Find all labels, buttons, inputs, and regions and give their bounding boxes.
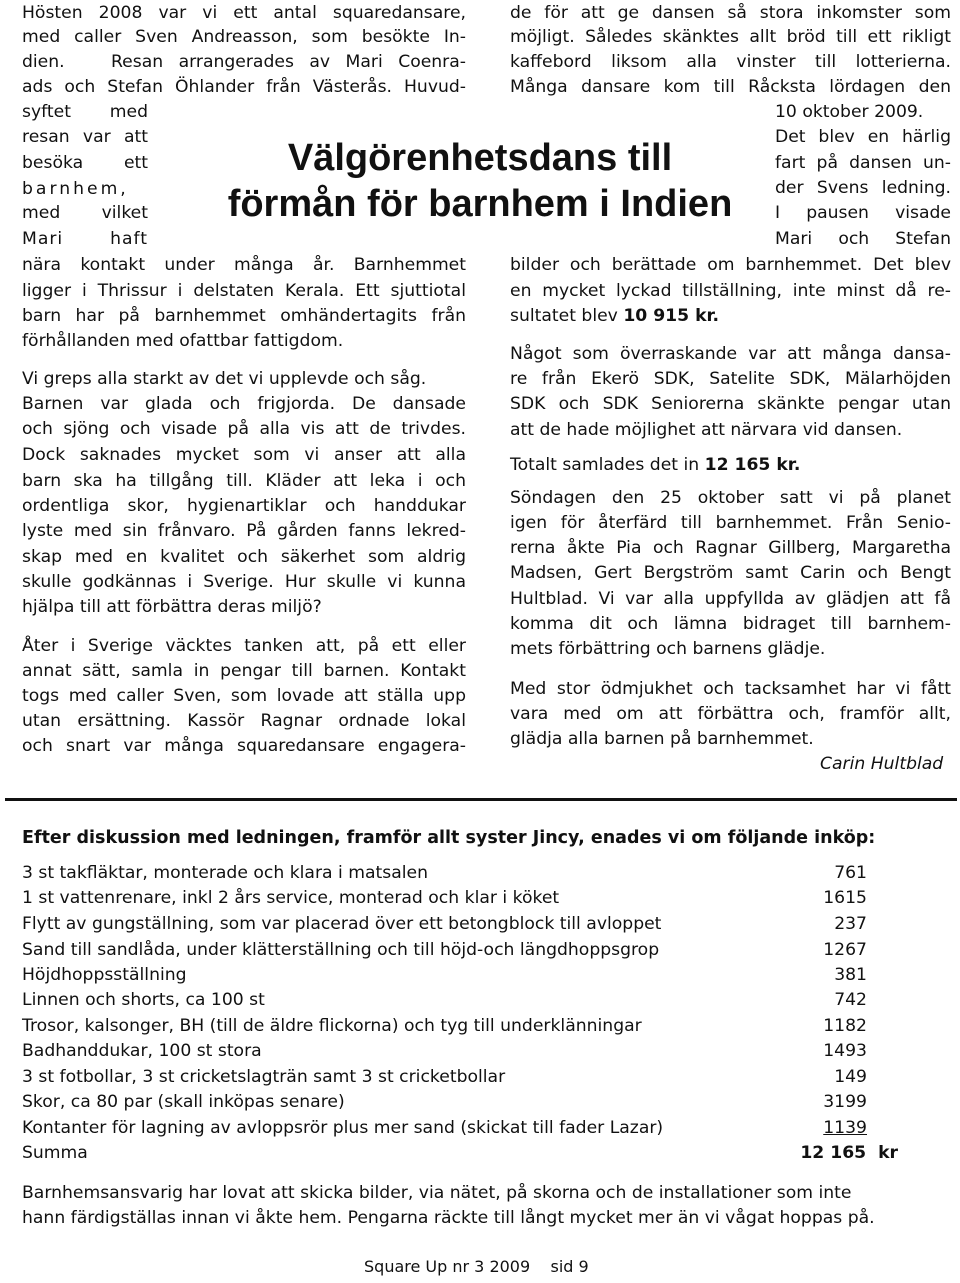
right-col-line: kaffebord liksom alla vinster till lotterierna. [510, 52, 951, 72]
left-col-line: annat sätt, samla in pengar till barnen. Kontakt [22, 661, 466, 681]
right-col-line [510, 304, 719, 328]
right-col-line: Det blev en härlig [775, 127, 951, 147]
purchase-desc: 1 st vattenrenare, inkl 2 års service, monterad och klar i köket [22, 888, 560, 908]
purchase-amount: 381 [834, 965, 867, 985]
purchase-desc: Linnen och shorts, ca 100 st [22, 990, 265, 1010]
left-col-line: syftet med [22, 102, 148, 122]
total-amount: 12 165 kr. [704, 455, 801, 475]
sum-amount: 12 165 kr [800, 1143, 898, 1163]
purchase-amount: 761 [834, 863, 867, 883]
right-col-line: Mari och Stefan [775, 229, 951, 249]
right-col-line: SDK och SDK Seniorerna skänkte pengar utan [510, 394, 951, 414]
closing-line: Barnhemsansvarig har lovat att skicka bilder, via nätet, på skorna och de installationer som inte [22, 1183, 852, 1203]
purchase-row [22, 1039, 867, 1064]
purchase-amount: 1615 [823, 888, 867, 908]
left-col-line: ligger i Thrissur i delstaten Kerala. Ett sjuttiotal [22, 281, 466, 301]
right-col-line: Hultblad. Vi var alla uppfyllda av glädjen att få [510, 589, 951, 609]
left-col-line: Vi greps alla starkt av det vi upplevde och såg. [22, 369, 427, 389]
left-col-line: togs med caller Sven, som lovade att ställa upp [22, 686, 466, 706]
purchase-amount: 1267 [823, 940, 867, 960]
purchase-row [22, 1014, 867, 1039]
right-col-line: rerna åkte Pia och Ragnar Gillberg, Margaretha [510, 538, 951, 558]
left-col-line: och snart var många squaredansare engagera- [22, 736, 466, 756]
sum-label: Summa [22, 1143, 88, 1163]
left-col-line: hjälpa till att förbättra deras miljö? [22, 597, 322, 617]
right-col-line: mets förbättring och barnens glädje. [510, 639, 826, 659]
article-title-line-2: förmån för barnhem i Indien [227, 183, 733, 225]
purchase-amount: 742 [834, 990, 867, 1010]
right-col-line: igen för återfärd till barnhemmet. Från Senio- [510, 513, 951, 533]
right-col-line: möjligt. Således skänktes allt bröd till ett rikligt [510, 27, 951, 47]
right-col-line: att de hade möjlighet att närvara vid dansen. [510, 420, 903, 440]
left-col-line: skulle godkännas i Sverige. Hur skulle vi kunna [22, 572, 466, 592]
purchase-row [22, 988, 867, 1013]
right-col-line: fart på dansen un- [775, 153, 951, 173]
purchase-desc: 3 st fotbollar, 3 st cricketslagträn samt 3 st cricketbollar [22, 1067, 506, 1087]
purchase-amount: 1139 [823, 1118, 867, 1138]
right-col-line: Många dansare kom till Råcksta lördagen den [510, 77, 951, 97]
right-col-line [510, 453, 800, 477]
left-col-line: nära kontakt under många år. Barnhemmet [22, 255, 466, 275]
right-col-line: I pausen visade [775, 203, 951, 223]
purchase-desc: Badhanddukar, 100 st stora [22, 1041, 262, 1061]
result-amount: 10 915 kr. [623, 306, 720, 326]
left-col-line: och sjöng och visade på alla vis att de trivdes. [22, 419, 466, 439]
right-col-line: bilder och berättade om barnhemmet. Det blev [510, 255, 951, 275]
right-col-line: re från Ekerö SDK, Satelite SDK, Mälarhöjden [510, 369, 951, 389]
left-col-line: förhållanden med ofattbar fattigdom. [22, 331, 344, 351]
left-col-line: med caller Sven Andreasson, som besökte In- [22, 27, 466, 47]
left-col-line: ads och Stefan Öhlander från Västerås. Huvud- [22, 77, 466, 97]
right-col-line: 10 oktober 2009. [775, 102, 924, 122]
left-col-line: dien. Resan arrangerades av Mari Coenra- [22, 52, 466, 72]
right-col-line: komma dit och lämna bidraget till barnhem- [510, 614, 951, 634]
purchase-amount: 1182 [823, 1016, 867, 1036]
purchase-desc: Sand till sandlåda, under klätterställning och till höjd-och längdhoppsgrop [22, 940, 660, 960]
purchase-row [22, 1090, 867, 1115]
left-col-line: barnhem, [22, 179, 129, 199]
purchase-amount: 149 [834, 1067, 867, 1087]
purchase-desc: Kontanter för lagning av avloppsrör plus mer sand (skickat till fader Lazar) [22, 1118, 664, 1138]
right-col-line: Med stor ödmjukhet och tacksamhet har vi fått [510, 679, 951, 699]
purchase-desc: Trosor, kalsonger, BH (till de äldre flickorna) och tyg till underklänningar [22, 1016, 642, 1036]
page-footer: Square Up nr 3 2009 sid 9 [364, 1257, 589, 1276]
right-col-line: de för att ge dansen så stora inkomster som [510, 3, 951, 23]
purchase-amount: 237 [834, 914, 867, 934]
left-col-line: med vilket [22, 203, 148, 223]
right-col-line: der Svens ledning. [775, 178, 951, 198]
purchase-desc: 3 st takfläktar, monterade och klara i matsalen [22, 863, 428, 883]
left-col-line: skap med en kvalitet och säkerhet som aldrig [22, 547, 466, 567]
left-col-line: ordentliga skor, hygienartiklar och handdukar [22, 496, 466, 516]
purchase-row [22, 963, 867, 988]
author-signature: Carin Hultblad [820, 754, 944, 774]
purchase-row [22, 1065, 867, 1090]
right-col-line: glädja alla barnen på barnhemmet. [510, 729, 814, 749]
left-col-line: Mari haft [22, 229, 148, 249]
result-label: sultatet blev [510, 306, 624, 326]
total-label: Totalt samlades det in [510, 455, 705, 475]
purchase-row [22, 1116, 867, 1141]
closing-line: hann färdigställas innan vi åkte hem. Pengarna räckte till långt mycket mer än vi vågat hoppas på. [22, 1208, 875, 1228]
left-col-line: utan ersättning. Kassör Ragnar ordnade lokal [22, 711, 466, 731]
purchase-desc: Flytt av gungställning, som var placerad över ett betongblock till avloppet [22, 914, 662, 934]
purchase-row [22, 886, 867, 911]
purchase-row [22, 938, 867, 963]
right-col-line: vara med om att förbättra och, framför allt, [510, 704, 951, 724]
purchases-heading: Efter diskussion med ledningen, framför allt syster Jincy, enades vi om följande inköp: [22, 828, 876, 848]
left-col-line: barn ska ha tillgång till. Kläder att leka i och [22, 471, 466, 491]
right-col-line: Något som överraskande var att många dansa- [510, 344, 951, 364]
purchase-sum-row [22, 1141, 898, 1166]
left-col-line: Åter i Sverige väcktes tanken att, på ett eller [22, 636, 466, 656]
left-col-line: Dock saknades mycket som vi anser att alla [22, 445, 466, 465]
purchase-desc: Höjdhoppsställning [22, 965, 187, 985]
article-title-line-1: Välgörenhetsdans till [287, 137, 673, 179]
left-col-line: Barnen var glada och frigjorda. De dansade [22, 394, 466, 414]
right-col-line: Madsen, Gert Bergström samt Carin och Bengt [510, 563, 951, 583]
left-col-line: lyste med sin frånvaro. På gården fanns lekred- [22, 521, 466, 541]
left-col-line: resan var att [22, 127, 148, 147]
purchase-row [22, 861, 867, 886]
purchase-desc: Skor, ca 80 par (skall inköpas senare) [22, 1092, 345, 1112]
purchase-amount: 3199 [823, 1092, 867, 1112]
right-col-line: en mycket lyckad tillställning, inte minst då re- [510, 281, 951, 301]
purchase-row [22, 912, 867, 937]
left-col-line: besöka ett [22, 153, 148, 173]
right-col-line: Söndagen den 25 oktober satt vi på planet [510, 488, 951, 508]
purchase-amount: 1493 [823, 1041, 867, 1061]
left-col-line: Hösten 2008 var vi ett antal squaredansare, [22, 3, 466, 23]
left-col-line: barn har på barnhemmet omhändertagits från [22, 306, 466, 326]
